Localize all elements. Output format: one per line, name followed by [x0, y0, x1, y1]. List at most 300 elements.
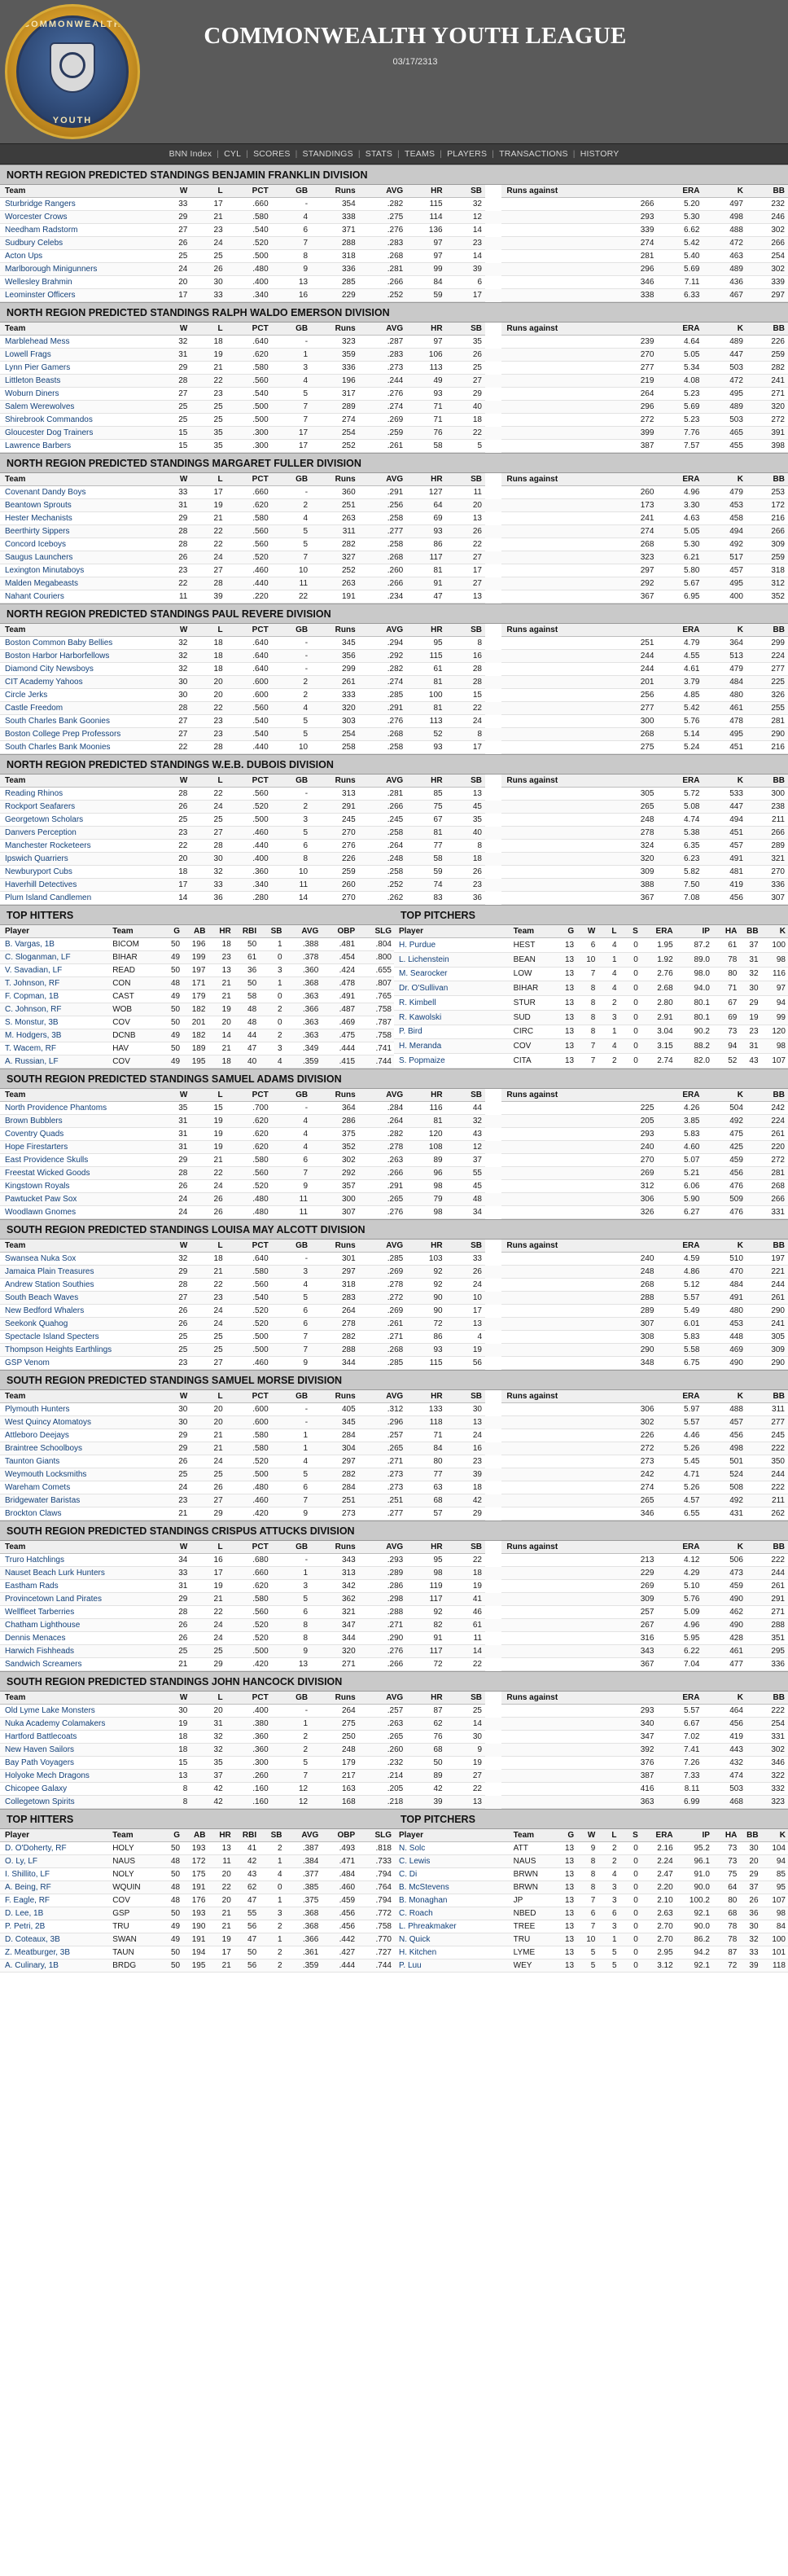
team-link[interactable]: New Bedford Whalers [5, 1306, 85, 1315]
pitcher-era: 2.70 [641, 1920, 676, 1933]
against-col-header: ERA [657, 1692, 703, 1705]
stat-sb: 6 [446, 276, 485, 289]
pitcher-g: 13 [555, 1039, 576, 1054]
against-col-header: ERA [657, 1089, 703, 1102]
team-link[interactable]: Acton Ups [5, 252, 43, 261]
stat-hr: 117 [406, 1593, 445, 1606]
pitcher-bb: 31 [739, 952, 760, 967]
player-link[interactable]: C. Johnson, RF [5, 1005, 62, 1014]
team-link[interactable]: Concord Iceboys [5, 540, 67, 549]
team-link[interactable]: Coventry Quads [5, 1130, 64, 1139]
team-link[interactable]: East Providence Skulls [5, 1156, 89, 1165]
team-link[interactable]: West Quincy Atomatoys [5, 1418, 91, 1427]
team-link[interactable]: Malden Megabeasts [5, 579, 79, 588]
stat-sb: 13 [446, 1416, 485, 1429]
player-link[interactable]: H. Purdue [399, 940, 436, 950]
stat-sb: 28 [446, 676, 485, 689]
stat-hr: 120 [406, 1128, 445, 1141]
division-title: NORTH REGION PREDICTED STANDINGS MARGARET FULLER DIVISION [0, 453, 788, 473]
team-link[interactable]: Ipswich Quarriers [5, 854, 68, 863]
team-link[interactable]: Pawtucket Paw Sox [5, 1195, 77, 1204]
team-link[interactable]: Nahant Couriers [5, 592, 64, 601]
stat-runs-against: 239 [501, 336, 657, 349]
stat-avg: .294 [359, 637, 407, 650]
stat-hr: 72 [406, 1318, 445, 1331]
player-link[interactable]: D. Coteaux, 3B [5, 1935, 60, 1944]
team-link[interactable]: Weymouth Locksmiths [5, 1470, 87, 1479]
nav-link-scores[interactable]: SCORES [253, 149, 291, 159]
player-link[interactable]: R. Kawolski [399, 1012, 442, 1022]
stat-w: 29 [155, 1429, 190, 1442]
team-link[interactable]: Freestat Wicked Goods [5, 1169, 90, 1178]
hitter-avg: .375 [285, 1894, 322, 1907]
stat-k: 457 [703, 564, 746, 577]
stat-era: 4.63 [657, 512, 703, 525]
player-link[interactable]: F. Copman, 1B [5, 992, 59, 1001]
spacer-cell [485, 715, 501, 728]
team-link[interactable]: Diamond City Newsboys [5, 665, 94, 674]
team-link[interactable]: Sturbridge Rangers [5, 200, 76, 208]
team-link[interactable]: Wareham Comets [5, 1483, 71, 1492]
stat-k: 488 [703, 1403, 746, 1416]
team-link[interactable]: Chatham Lighthouse [5, 1621, 81, 1630]
team-link[interactable]: Harwich Fishheads [5, 1647, 75, 1656]
team-link[interactable]: Marlborough Minigunners [5, 265, 98, 274]
table-row [0, 676, 788, 689]
stat-era: 6.75 [657, 1357, 703, 1370]
stat-era: 5.34 [657, 362, 703, 375]
player-link[interactable]: P. Luu [399, 1961, 422, 1970]
stat-runs: 333 [311, 689, 359, 702]
stat-runs-against: 251 [501, 637, 657, 650]
spacer-cell [485, 473, 501, 486]
team-cell [0, 689, 155, 702]
pitcher-k: 120 [761, 1025, 788, 1039]
player-link[interactable]: R. Kimbell [399, 998, 436, 1007]
stat-k: 491 [703, 853, 746, 866]
player-link[interactable]: D. O'Doherty, RF [5, 1844, 67, 1853]
team-link[interactable]: Hester Mechanists [5, 514, 72, 523]
team-link[interactable]: Attleboro Deejays [5, 1431, 69, 1440]
player-link[interactable]: A. Russian, LF [5, 1057, 59, 1066]
division-title: SOUTH REGION PREDICTED STANDINGS SAMUEL MORSE DIVISION [0, 1370, 788, 1390]
stat-k: 472 [703, 375, 746, 388]
team-link[interactable]: Covenant Dandy Boys [5, 488, 86, 497]
team-link[interactable]: Woburn Diners [5, 389, 59, 398]
nav-link-history[interactable]: HISTORY [580, 149, 619, 159]
team-link[interactable]: Littleton Beasts [5, 376, 61, 385]
stat-bb: 222 [746, 1481, 788, 1494]
stat-runs-against: 308 [501, 1331, 657, 1344]
team-link[interactable]: Shirebrook Commandos [5, 415, 93, 424]
stat-k: 400 [703, 590, 746, 603]
pitcher-ha: 73 [712, 1025, 739, 1039]
team-link[interactable]: Lexington Minutaboys [5, 566, 85, 575]
team-link[interactable]: Braintree Schoolboys [5, 1444, 83, 1453]
player-link[interactable]: L. Phreakmaker [399, 1922, 457, 1931]
stat-hr: 113 [406, 362, 445, 375]
player-link[interactable]: I. Shillito, LF [5, 1870, 50, 1879]
stat-gb: 4 [272, 512, 311, 525]
stat-pct: .360 [226, 866, 272, 879]
player-link[interactable]: F. Eagle, RF [5, 1896, 50, 1905]
standings-col-header: Team [0, 473, 155, 486]
stat-gb: 6 [272, 840, 311, 853]
stat-sb: 8 [446, 728, 485, 741]
standings-col-header: AVG [359, 1541, 407, 1554]
team-link[interactable]: Chicopee Galaxy [5, 1784, 68, 1793]
stat-runs-against: 213 [501, 1554, 657, 1567]
stat-pct: .400 [226, 276, 272, 289]
stat-k: 457 [703, 1416, 746, 1429]
spacer-cell [485, 185, 501, 198]
pitcher-ip: 80.1 [676, 996, 712, 1011]
spacer-cell [485, 624, 501, 637]
stat-pct: .580 [226, 1266, 272, 1279]
division-block [0, 1370, 788, 1521]
stat-gb: 7 [272, 1494, 311, 1507]
player-link[interactable]: Dr. O'Sullivan [399, 984, 449, 994]
pitcher-name-cell [394, 1894, 509, 1907]
team-link[interactable]: Taunton Giants [5, 1457, 60, 1466]
player-link[interactable]: C. Lewis [399, 1857, 431, 1866]
team-link[interactable]: Lynn Pier Gamers [5, 363, 71, 372]
stat-l: 20 [190, 676, 225, 689]
team-link[interactable]: Hartford Battlecoats [5, 1732, 77, 1741]
stat-w: 18 [155, 1744, 190, 1757]
team-link[interactable]: Holyoke Mech Dragons [5, 1771, 90, 1780]
stat-sb: 32 [446, 1115, 485, 1128]
spacer-cell [485, 237, 501, 250]
stat-l: 35 [190, 440, 225, 453]
stat-bb: 398 [746, 440, 788, 453]
stat-w: 30 [155, 689, 190, 702]
hitter-sb: 1 [259, 1933, 284, 1946]
table-row [0, 551, 788, 564]
stat-era: 5.58 [657, 1344, 703, 1357]
player-link[interactable]: O. Ly, LF [5, 1857, 38, 1866]
team-link[interactable]: Woodlawn Gnomes [5, 1208, 77, 1217]
pitcher-l: 2 [598, 1842, 619, 1855]
team-cell [0, 676, 155, 689]
stat-bb: 290 [746, 1357, 788, 1370]
team-link[interactable]: Lawrence Barbers [5, 441, 72, 450]
pitcher-ip: 90.2 [676, 1025, 712, 1039]
spacer-cell [485, 551, 501, 564]
hitter-ab: 175 [182, 1868, 208, 1881]
standings-col-header: Team [0, 1692, 155, 1705]
stat-pct: .620 [226, 1115, 272, 1128]
stat-k: 494 [703, 525, 746, 538]
stat-gb: 6 [272, 1154, 311, 1167]
stat-avg: .268 [359, 1344, 407, 1357]
team-link[interactable]: Beantown Sprouts [5, 501, 72, 510]
team-link[interactable]: Salem Werewolves [5, 402, 75, 411]
hitter-sb: 1 [259, 1855, 284, 1868]
player-link[interactable]: T. Wacem, RF [5, 1044, 56, 1053]
team-link[interactable]: Kingstown Royals [5, 1182, 70, 1191]
team-link[interactable]: Reading Rhinos [5, 789, 63, 798]
nav-link-players[interactable]: PLAYERS [447, 149, 488, 159]
player-link[interactable]: N. Quick [399, 1935, 431, 1944]
team-link[interactable]: Provincetown Land Pirates [5, 1595, 102, 1604]
team-link[interactable]: Hope Firestarters [5, 1143, 68, 1152]
division-block [0, 603, 788, 754]
against-col-header: ERA [657, 1390, 703, 1403]
team-link[interactable]: Nauset Beach Lurk Hunters [5, 1569, 105, 1578]
nav-link-bnn-index[interactable]: BNN Index [169, 149, 212, 159]
team-link[interactable]: Boston College Prep Professors [5, 730, 121, 739]
stat-hr: 81 [406, 564, 445, 577]
stat-pct: .520 [226, 1619, 272, 1632]
stat-pct: .480 [226, 263, 272, 276]
list-item [0, 951, 394, 964]
team-cell [0, 866, 155, 879]
team-link[interactable]: Dennis Menaces [5, 1634, 66, 1643]
pitcher-ip: 87.2 [676, 938, 712, 953]
stat-era: 5.90 [657, 1193, 703, 1206]
stat-runs-against: 309 [501, 1593, 657, 1606]
stat-bb: 172 [746, 499, 788, 512]
stat-era: 5.26 [657, 1442, 703, 1455]
hitter-slg: .765 [357, 990, 394, 1003]
team-link[interactable]: Eastham Rads [5, 1582, 59, 1591]
team-link[interactable]: Saugus Launchers [5, 553, 73, 562]
stat-avg: .234 [359, 590, 407, 603]
player-link[interactable]: P. Bird [399, 1027, 422, 1037]
team-link[interactable]: South Charles Bank Moonies [5, 743, 111, 752]
stat-runs-against: 265 [501, 1494, 657, 1507]
standings-table [0, 1692, 788, 1809]
pitcher-l: 4 [598, 1039, 619, 1054]
stat-k: 474 [703, 1770, 746, 1783]
stat-era: 5.38 [657, 827, 703, 840]
stat-gb: 4 [272, 1115, 311, 1128]
team-link[interactable]: Boston Common Baby Bellies [5, 639, 113, 647]
stat-avg: .290 [359, 1632, 407, 1645]
player-link[interactable]: M. Searocker [399, 969, 448, 979]
stat-runs: 313 [311, 788, 359, 801]
team-link[interactable]: Manchester Rocketeers [5, 841, 91, 850]
team-cell [0, 827, 155, 840]
team-link[interactable]: Bay Path Voyagers [5, 1758, 75, 1767]
stat-k: 475 [703, 1128, 746, 1141]
player-link[interactable]: H. Kitchen [399, 1948, 437, 1957]
pitcher-g: 13 [555, 1933, 576, 1946]
hitters-col-header: Player [0, 1829, 107, 1842]
team-link[interactable]: Truro Hatchlings [5, 1556, 64, 1564]
team-link[interactable]: Beerthirty Sippers [5, 527, 70, 536]
player-link[interactable]: C. Roach [399, 1909, 433, 1918]
player-link[interactable]: P. Petri, 2B [5, 1922, 46, 1931]
team-link[interactable]: Bridgewater Baristas [5, 1496, 81, 1505]
team-link[interactable]: Haverhill Detectives [5, 880, 77, 889]
table-row [0, 728, 788, 741]
nav-link-cyl[interactable]: CYL [224, 149, 242, 159]
pitcher-ip: 89.0 [676, 952, 712, 967]
team-link[interactable]: Boston Harbor Harborfellows [5, 652, 110, 660]
team-link[interactable]: Needham Radstorm [5, 226, 78, 235]
team-link[interactable]: Plum Island Candlemen [5, 893, 92, 902]
team-link[interactable]: South Charles Bank Goonies [5, 717, 110, 726]
stat-sb: 26 [446, 1266, 485, 1279]
team-link[interactable]: Sandwich Screamers [5, 1660, 82, 1669]
team-link[interactable]: Lowell Frags [5, 350, 51, 359]
stat-k: 490 [703, 1593, 746, 1606]
stat-runs-against: 367 [501, 892, 657, 905]
team-link[interactable]: Sudbury Celebs [5, 239, 63, 248]
team-link[interactable]: Jamaica Plain Treasures [5, 1267, 94, 1276]
standings-col-header: Team [0, 1541, 155, 1554]
nav-links[interactable] [166, 149, 623, 159]
hitter-slg: .794 [357, 1894, 394, 1907]
team-link[interactable]: CIT Academy Yahoos [5, 678, 83, 687]
player-link[interactable]: B. Monaghan [399, 1896, 448, 1905]
team-link[interactable]: Marblehead Mess [5, 337, 70, 346]
division-block [0, 1219, 788, 1370]
team-link[interactable]: Wellesley Brahmin [5, 278, 72, 287]
spacer-cell [485, 788, 501, 801]
player-link[interactable]: M. Hodgers, 3B [5, 1031, 62, 1040]
team-link[interactable]: New Haven Sailors [5, 1745, 75, 1754]
list-item [394, 1946, 788, 1959]
stat-runs-against: 387 [501, 1770, 657, 1783]
nav-link-teams[interactable]: TEAMS [404, 149, 436, 159]
team-link[interactable]: GSP Venom [5, 1358, 50, 1367]
team-link[interactable]: Danvers Perception [5, 828, 77, 837]
hitter-name-cell [0, 1959, 107, 1973]
team-link[interactable]: Nuka Academy Colamakers [5, 1719, 106, 1728]
team-link[interactable]: Worcester Crows [5, 213, 68, 222]
stat-k: 455 [703, 440, 746, 453]
team-link[interactable]: Brockton Claws [5, 1509, 62, 1518]
player-link[interactable]: C. Sloganman, LF [5, 953, 71, 962]
team-link[interactable]: Brown Bubblers [5, 1117, 63, 1126]
player-link[interactable]: T. Johnson, RF [5, 979, 60, 988]
team-link[interactable]: Wellfleet Tarberries [5, 1608, 75, 1617]
pitcher-era: 2.80 [641, 996, 676, 1011]
hitter-g: 48 [157, 1881, 182, 1894]
team-link[interactable]: Rockport Seafarers [5, 802, 76, 811]
player-link[interactable]: A. Being, RF [5, 1883, 51, 1892]
player-link[interactable]: D. Lee, 1B [5, 1909, 44, 1918]
stat-runs: 282 [311, 1331, 359, 1344]
player-link[interactable]: S. Popmaize [399, 1056, 445, 1066]
player-link[interactable]: C. Di [399, 1870, 418, 1879]
stat-l: 24 [190, 1318, 225, 1331]
stat-hr: 81 [406, 702, 445, 715]
stat-gb: 7 [272, 1331, 311, 1344]
player-link[interactable]: B. Vargas, 1B [5, 940, 55, 949]
stat-gb: - [272, 1102, 311, 1115]
stat-gb: 7 [272, 1344, 311, 1357]
nav-link-transactions[interactable]: TRANSACTIONS [499, 149, 568, 159]
stat-runs: 299 [311, 663, 359, 676]
team-cell [0, 1331, 155, 1344]
main-navigation[interactable] [0, 143, 788, 165]
spacer-cell [485, 1180, 501, 1193]
table-row [0, 250, 788, 263]
stat-runs-against: 316 [501, 1632, 657, 1645]
player-link[interactable]: A. Culinary, 1B [5, 1961, 59, 1970]
team-link[interactable]: Andrew Station Southies [5, 1280, 94, 1289]
player-link[interactable]: L. Lichenstein [399, 954, 449, 964]
stat-l: 20 [190, 1705, 225, 1718]
table-row [0, 1180, 788, 1193]
stat-bb: 311 [746, 1403, 788, 1416]
stat-hr: 83 [406, 892, 445, 905]
stat-l: 22 [190, 525, 225, 538]
team-link[interactable]: Circle Jerks [5, 691, 48, 700]
team-link[interactable]: South Beach Waves [5, 1293, 79, 1302]
team-cell [0, 440, 155, 453]
stat-avg: .284 [359, 1102, 407, 1115]
stat-hr: 115 [406, 198, 445, 211]
player-link[interactable]: N. Solc [399, 1844, 426, 1853]
stat-bb: 350 [746, 1455, 788, 1468]
team-link[interactable]: Newburyport Cubs [5, 867, 72, 876]
stat-sb: 18 [446, 1567, 485, 1580]
list-item [394, 1868, 788, 1881]
player-link[interactable]: H. Meranda [399, 1042, 442, 1051]
standings-col-header: HR [406, 185, 445, 198]
team-link[interactable]: Swansea Nuka Sox [5, 1254, 77, 1263]
against-col-header: BB [746, 775, 788, 788]
stat-runs-against: 348 [501, 1357, 657, 1370]
standings-col-header: Runs [311, 1692, 359, 1705]
spacer-cell [485, 1344, 501, 1357]
nav-link-stats[interactable]: STATS [365, 149, 393, 159]
stat-runs: 229 [311, 289, 359, 302]
team-link[interactable]: Castle Freedom [5, 704, 63, 713]
stat-hr: 59 [406, 289, 445, 302]
team-link[interactable]: Seekonk Quahog [5, 1319, 68, 1328]
spacer-cell [485, 525, 501, 538]
pitcher-ha: 68 [712, 1907, 739, 1920]
team-link[interactable]: Leominster Officers [5, 291, 76, 300]
stat-sb: 22 [446, 1783, 485, 1796]
team-link[interactable]: Old Lyme Lake Monsters [5, 1706, 95, 1715]
player-link[interactable]: V. Savadian, LF [5, 966, 63, 975]
player-link[interactable]: Z. Meatburger, 3B [5, 1948, 71, 1957]
stat-bb: 259 [746, 349, 788, 362]
hitter-g: 49 [157, 1920, 182, 1933]
team-link[interactable]: Georgetown Scholars [5, 815, 84, 824]
spacer-cell [485, 1507, 501, 1521]
stat-era: 5.30 [657, 211, 703, 224]
hitter-team: DCNB [107, 1029, 157, 1042]
spacer-cell [485, 1206, 501, 1219]
team-link[interactable]: Gloucester Dog Trainers [5, 428, 94, 437]
standings-col-header: Team [0, 624, 155, 637]
team-link[interactable]: Collegetown Spirits [5, 1797, 75, 1806]
team-link[interactable]: Plymouth Hunters [5, 1405, 70, 1414]
player-link[interactable]: S. Monstur, 3B [5, 1018, 59, 1027]
team-link[interactable]: North Providence Phantoms [5, 1104, 107, 1112]
spacer-cell [485, 499, 501, 512]
pitcher-team: HEST [509, 938, 555, 953]
stat-runs-against: 268 [501, 538, 657, 551]
team-link[interactable]: Thompson Heights Earthlings [5, 1345, 112, 1354]
pitcher-ip: 82.0 [676, 1054, 712, 1069]
stat-sb: 45 [446, 1180, 485, 1193]
team-link[interactable]: Spectacle Island Specters [5, 1332, 99, 1341]
stat-bb: 331 [746, 1206, 788, 1219]
division-block [0, 1521, 788, 1671]
nav-link-standings[interactable]: STANDINGS [302, 149, 353, 159]
player-link[interactable]: B. McStevens [399, 1883, 449, 1892]
stat-k: 364 [703, 637, 746, 650]
